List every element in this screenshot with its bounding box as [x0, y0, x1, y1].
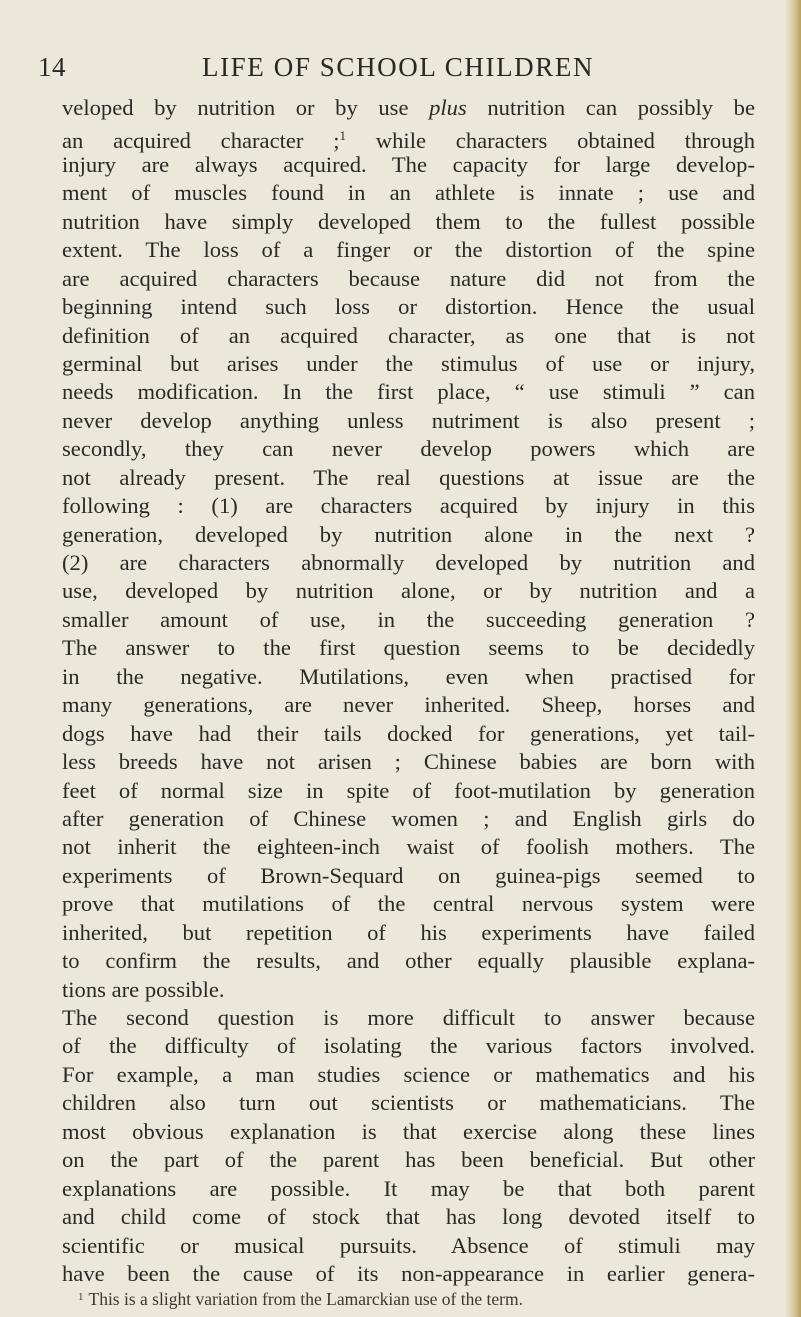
text-line-29: prove that mutilations of the central nervous system were — [62, 891, 755, 917]
page-edge-shadow — [785, 0, 801, 1317]
text-line-16: generation, developed by nutrition alone in the next ? — [62, 521, 755, 547]
text-line-24: less breeds have not arisen ; Chinese babies are born with — [62, 749, 755, 775]
text-line-9: definition of an acquired character, as one that is not — [62, 322, 755, 348]
italic-word: plus — [429, 95, 467, 120]
text-line-10: germinal but arises under the stimulus of use or injury, — [62, 350, 755, 376]
text-line-25: feet of normal size in spite of foot-mutilation by generation — [62, 777, 755, 803]
line-1-end: nutrition can possibly be — [466, 95, 756, 120]
text-line-35: For example, a man studies science or mathematics and his — [62, 1061, 755, 1087]
line-1-start: veloped by nutrition or by use — [62, 95, 430, 120]
text-line-6: extent. The loss of a finger or the distortion of the spine — [62, 237, 755, 263]
text-line-20: The answer to the first question seems to be decidedly — [62, 635, 755, 661]
text-line-8: beginning intend such loss or distortion. Hence the usual — [62, 294, 755, 320]
text-line-7: are acquired characters because nature did not from the — [62, 265, 755, 291]
text-line-13: secondly, they can never develop powers which are — [62, 436, 755, 462]
text-line-18: use, developed by nutrition alone, or by nutrition and a — [62, 578, 755, 604]
text-line-38: on the part of the parent has been beneficial. But other — [62, 1147, 755, 1173]
running-title: LIFE OF SCHOOL CHILDREN — [202, 52, 595, 82]
text-line-26: after generation of Chinese women ; and English girls do — [62, 805, 755, 831]
text-line-36: children also turn out scientists or mathematicians. The — [62, 1090, 755, 1116]
page-number: 14 — [38, 52, 66, 82]
text-line-19: smaller amount of use, in the succeeding generation ? — [62, 606, 755, 632]
text-line-15: following : (1) are characters acquired by injury in this — [62, 493, 755, 519]
text-line-40: and child come of stock that has long devoted itself to — [62, 1204, 755, 1230]
text-line-42: have been the cause of its non-appearance in earlier genera- — [62, 1260, 755, 1286]
text-lines — [62, 151, 755, 1289]
text-line-2 — [62, 122, 755, 154]
text-line-27: not inherit the eighteen-inch waist of foolish mothers. The — [62, 834, 755, 860]
footnote — [78, 1289, 523, 1310]
text-line-23: dogs have had their tails docked for generations, yet tail- — [62, 720, 755, 746]
text-line-17: (2) are characters abnormally developed by nutrition and — [62, 550, 755, 575]
text-line-39: explanations are possible. It may be that both parent — [62, 1175, 755, 1201]
text-line-30: inherited, but repetition of his experiments have failed — [62, 919, 755, 945]
text-line-5: nutrition have simply developed them to the fullest possible — [62, 208, 755, 234]
text-line-14: not already present. The real questions at issue are the — [62, 464, 755, 490]
line-2-start: an acquired character ; — [62, 128, 340, 154]
page-header — [38, 52, 738, 92]
text-line-41: scientific or musical pursuits. Absence of stimuli may — [62, 1232, 755, 1258]
text-line-28: experiments of Brown-Sequard on guinea-pigs seemed to — [62, 862, 755, 888]
footnote-reference: 1 — [339, 128, 347, 144]
text-line-4: ment of muscles found in an athlete is innate ; use and — [62, 180, 755, 206]
text-line-32: tions are possible. — [62, 976, 225, 1002]
text-line-33: The second question is more difficult to answer because — [62, 1005, 755, 1030]
text-line-12: never develop anything unless nutriment is also present ; — [62, 407, 755, 433]
footnote-text: This is a slight variation from the Lamarckian use of the term. — [88, 1289, 523, 1309]
text-line-34: of the difficulty of isolating the various factors involved. — [62, 1033, 755, 1059]
body-text — [62, 94, 755, 1288]
text-line-21: in the negative. Mutilations, even when practised for — [62, 663, 755, 689]
text-line-31: to confirm the results, and other equally plausible explana- — [62, 948, 755, 974]
footnote-marker: 1 — [78, 1291, 84, 1303]
text-line-37: most obvious explanation is that exercise along these lines — [62, 1118, 755, 1144]
text-line-1 — [62, 94, 755, 122]
text-line-11: needs modification. In the first place, “ use stimuli ” can — [62, 379, 755, 405]
text-line-3: injury are always acquired. The capacity for large develop- — [62, 151, 755, 177]
line-2-end: while characters obtained through — [346, 128, 755, 154]
text-line-22: many generations, are never inherited. Sheep, horses and — [62, 692, 755, 718]
